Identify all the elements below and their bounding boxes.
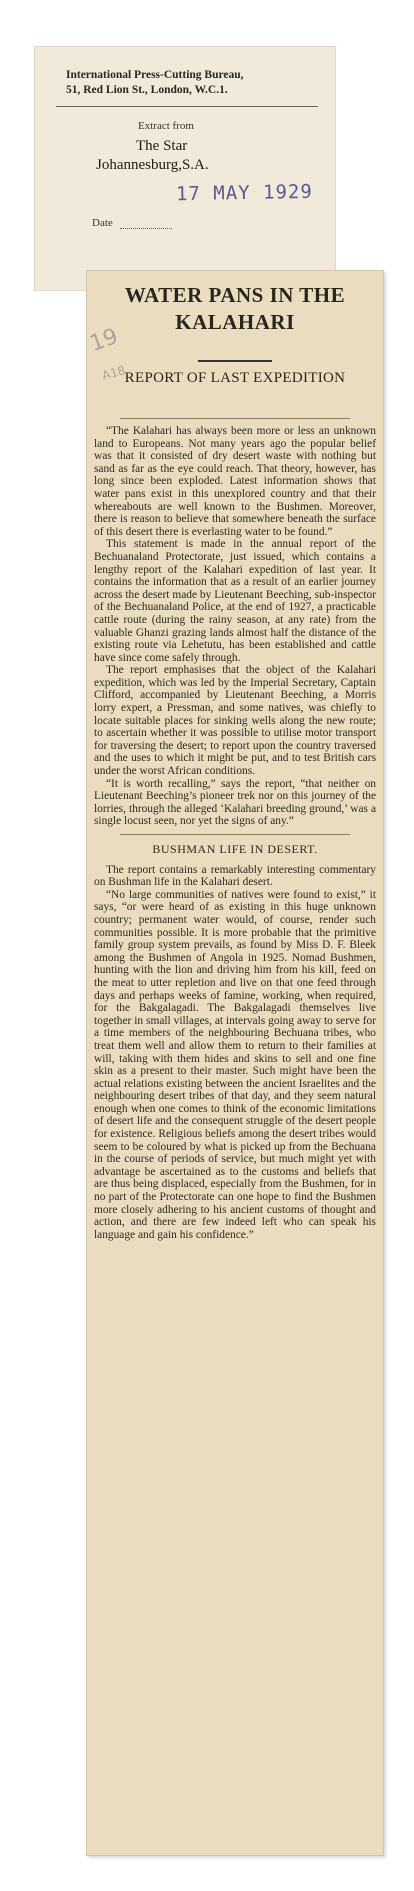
section-divider <box>120 834 350 835</box>
article-headline <box>86 282 384 336</box>
date-dotted-line <box>120 228 172 229</box>
pencil-annotation: A18 <box>100 363 127 383</box>
bureau-name: International Press-Cutting Bureau, <box>66 69 244 81</box>
headline-line: KALAHARI <box>175 310 295 334</box>
article-paragraph: This statement is made in the annual report of the Bechuanaland Protectorate, just issued, which contains a lengthy report of the Kalahari expedition of last year. It contains the information that as a result of an earlier journey across the desert made by Lieutenant Beeching, sub-inspector of the Bechuanaland Police, at the end of 1927, a practicable cattle route (during the rainy season, at any rate) from the valuable Ghanzi grazing lands almost half the distance of the existing route via Lehetutu, has been established and cattle have since come safely through. <box>94 538 376 664</box>
article-subheadline: REPORT OF LAST EXPEDITION <box>124 370 346 386</box>
article-paragraph: “The Kalahari has always been more or less an unknown land to Europeans. Not many years ago the popular belief was that it consisted of dry desert waste with nothing but sand as far as the eye could reach. That theory, however, has long since been exploded. Latest information shows that water pans exist in this unexplored country and that their whereabouts are well known to the Bushmen. Moreover, there is reason to believe that somewhere beneath the surface of this desert there is everlasting water to be found.” <box>94 425 376 538</box>
newspaper-name: The Star <box>136 138 188 154</box>
section-divider <box>120 418 350 419</box>
newspaper-clipping <box>86 270 384 1856</box>
bureau-address: 51, Red Lion St., London, W.C.1. <box>66 84 228 96</box>
press-cutting-slip <box>34 46 336 291</box>
article-paragraph: “It is worth recalling,” says the report, “that neither on Lieutenant Beeching’s pioneer trek nor on this journey of the lorries, through the alleged ‘Kalahari breeding ground,’ was a single locust seen, nor yet the signs of any.” <box>94 777 376 828</box>
article-paragraph: “No large communities of natives were found to exist,” it says, “or were heard of as existing in this huge unknown country; permanent water would, of course, render such communities possible. It is more probable that the primitive family group system prevails, as found by Miss D. F. Bleek among the Bushmen of Angola in 1925. Nomad Bushmen, hunting with the lion and driving him from his kill, feed on the meat to utter repletion and live on that one feed through days and perhaps weeks of famine, working, when required, for the Bakgalagadi. The Bakgalagadi themselves live together in small villages, at intervals going away to serve for a time members of the neighbouring Bechuana tribes, who treat them well and allow them to return to their families at will, taking with them hides and skins to sell and one fine skin as a present to their master. Such might have been the actual relations existing between the ancient Israelites and the neighbouring desert tribes of that day, and they seem natural enough when one comes to think of the economic limitations of desert life and the consequent struggle of the desert people for existence. Religious beliefs among the desert tribes would seem to be coloured by what is picked up from the Bechuana in the course of periods of service, but much might yet with advantage be ascertained as to the customs and beliefs that are thus being displaced, especially from the Bushmen, for in no part of the Protectorate can one hope to find the Bushmen more closely adhering to his ancient customs of thought and action, and there are few indeed left who can speak his language and gain his confidence.” <box>94 888 376 1241</box>
headline-line: WATER PANS IN THE <box>124 283 346 307</box>
date-label: Date <box>92 217 113 229</box>
date-stamp: 17 MAY 1929 <box>175 180 314 206</box>
bureau-header <box>66 68 336 98</box>
headline-rule <box>198 360 272 362</box>
section-heading: BUSHMAN LIFE IN DESERT. <box>152 842 318 856</box>
article-paragraph: The report emphasises that the object of the Kalahari expedition, which was led by the Imperial Secretary, Captain Clifford, accompanied by Lieutenant Beeching, a Morris lorry expert, a Pressman, and some natives, was chiefly to locate suitable places for sinking wells along the new route; to ascertain whether it was possible to utilise motor transport for traversing the desert; to report upon the country traversed and the uses to which it might be put, and to test British cars under the worst African conditions. <box>94 664 376 778</box>
article-paragraph: The report contains a remarkably interesting commentary on Bushman life in the Kalahari desert. <box>94 863 376 889</box>
extract-label: Extract from <box>138 120 194 132</box>
header-divider <box>56 106 318 107</box>
pencil-annotation: 19 <box>86 323 122 358</box>
article-body <box>94 412 376 1241</box>
newspaper-city: Johannesburg,S.A. <box>96 157 209 173</box>
